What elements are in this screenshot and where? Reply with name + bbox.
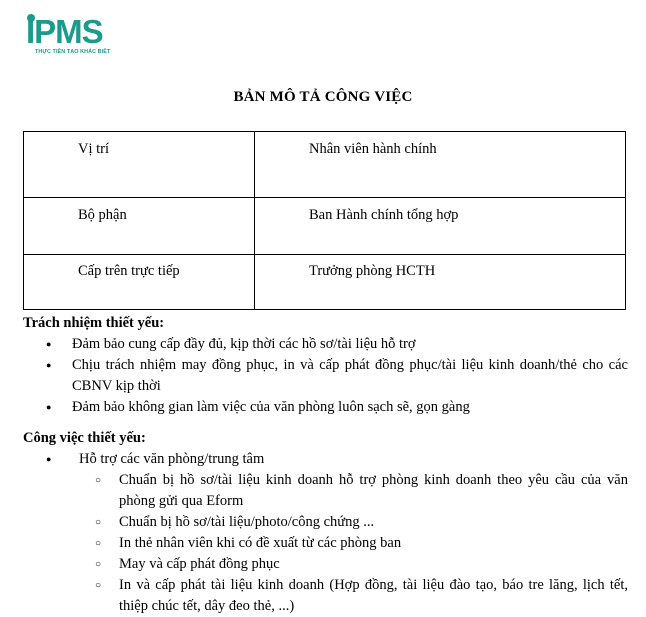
- list-item: ● Đảm bảo cung cấp đầy đủ, kịp thời các hồ sơ/tài liệu hỗ trợ: [23, 334, 628, 355]
- manager-label: Cấp trên trực tiếp: [24, 255, 255, 310]
- list-item: ○ May và cấp phát đồng phục: [23, 554, 628, 575]
- tasks-section: [23, 428, 628, 617]
- list-item: ○ In thẻ nhân viên khi có đề xuất từ các phòng ban: [23, 533, 628, 554]
- table-row: [24, 255, 626, 310]
- tasks-title: Công việc thiết yếu:: [23, 430, 146, 446]
- task-group-label: ● Hỗ trợ các văn phòng/trung tâm: [23, 449, 628, 470]
- manager-value: Trưởng phòng HCTH: [255, 255, 626, 310]
- job-info-table: [23, 131, 626, 310]
- logo-letters: IPMS: [26, 13, 103, 50]
- department-label: Bộ phận: [24, 198, 255, 255]
- table-row: [24, 198, 626, 255]
- list-item: ● Đảm bảo không gian làm việc của văn phòng luôn sạch sẽ, gọn gàng: [23, 397, 628, 418]
- position-value: Nhân viên hành chính: [255, 132, 626, 198]
- position-label: Vị trí: [24, 132, 255, 198]
- company-logo: [26, 14, 126, 58]
- responsibilities-title: Trách nhiệm thiết yếu:: [23, 315, 165, 331]
- list-item: ○ Chuẩn bị hồ sơ/tài liệu/photo/công chứng ...: [23, 512, 628, 533]
- logo-tagline: THỰC TIỄN TẠO KHÁC BIỆT: [35, 49, 111, 55]
- list-item: ○ In và cấp phát tài liệu kinh doanh (Hợp đồng, tài liệu đào tạo, báo tre lăng, lịch tết, thiệp chúc tết, dây đeo thẻ, ...): [23, 575, 628, 617]
- responsibilities-section: [23, 313, 628, 418]
- department-value: Ban Hành chính tổng hợp: [255, 198, 626, 255]
- table-row: [24, 132, 626, 198]
- list-item: ○ Chuẩn bị hồ sơ/tài liệu kinh doanh hỗ trợ phòng kinh doanh theo yêu cầu của văn phòng gửi qua Eform: [23, 470, 628, 512]
- list-item: ● Chịu trách nhiệm may đồng phục, in và cấp phát đồng phục/tài liệu kinh doanh/thẻ cho các CBNV kịp thời: [23, 355, 628, 397]
- document-title: BẢN MÔ TẢ CÔNG VIỆC: [233, 89, 413, 105]
